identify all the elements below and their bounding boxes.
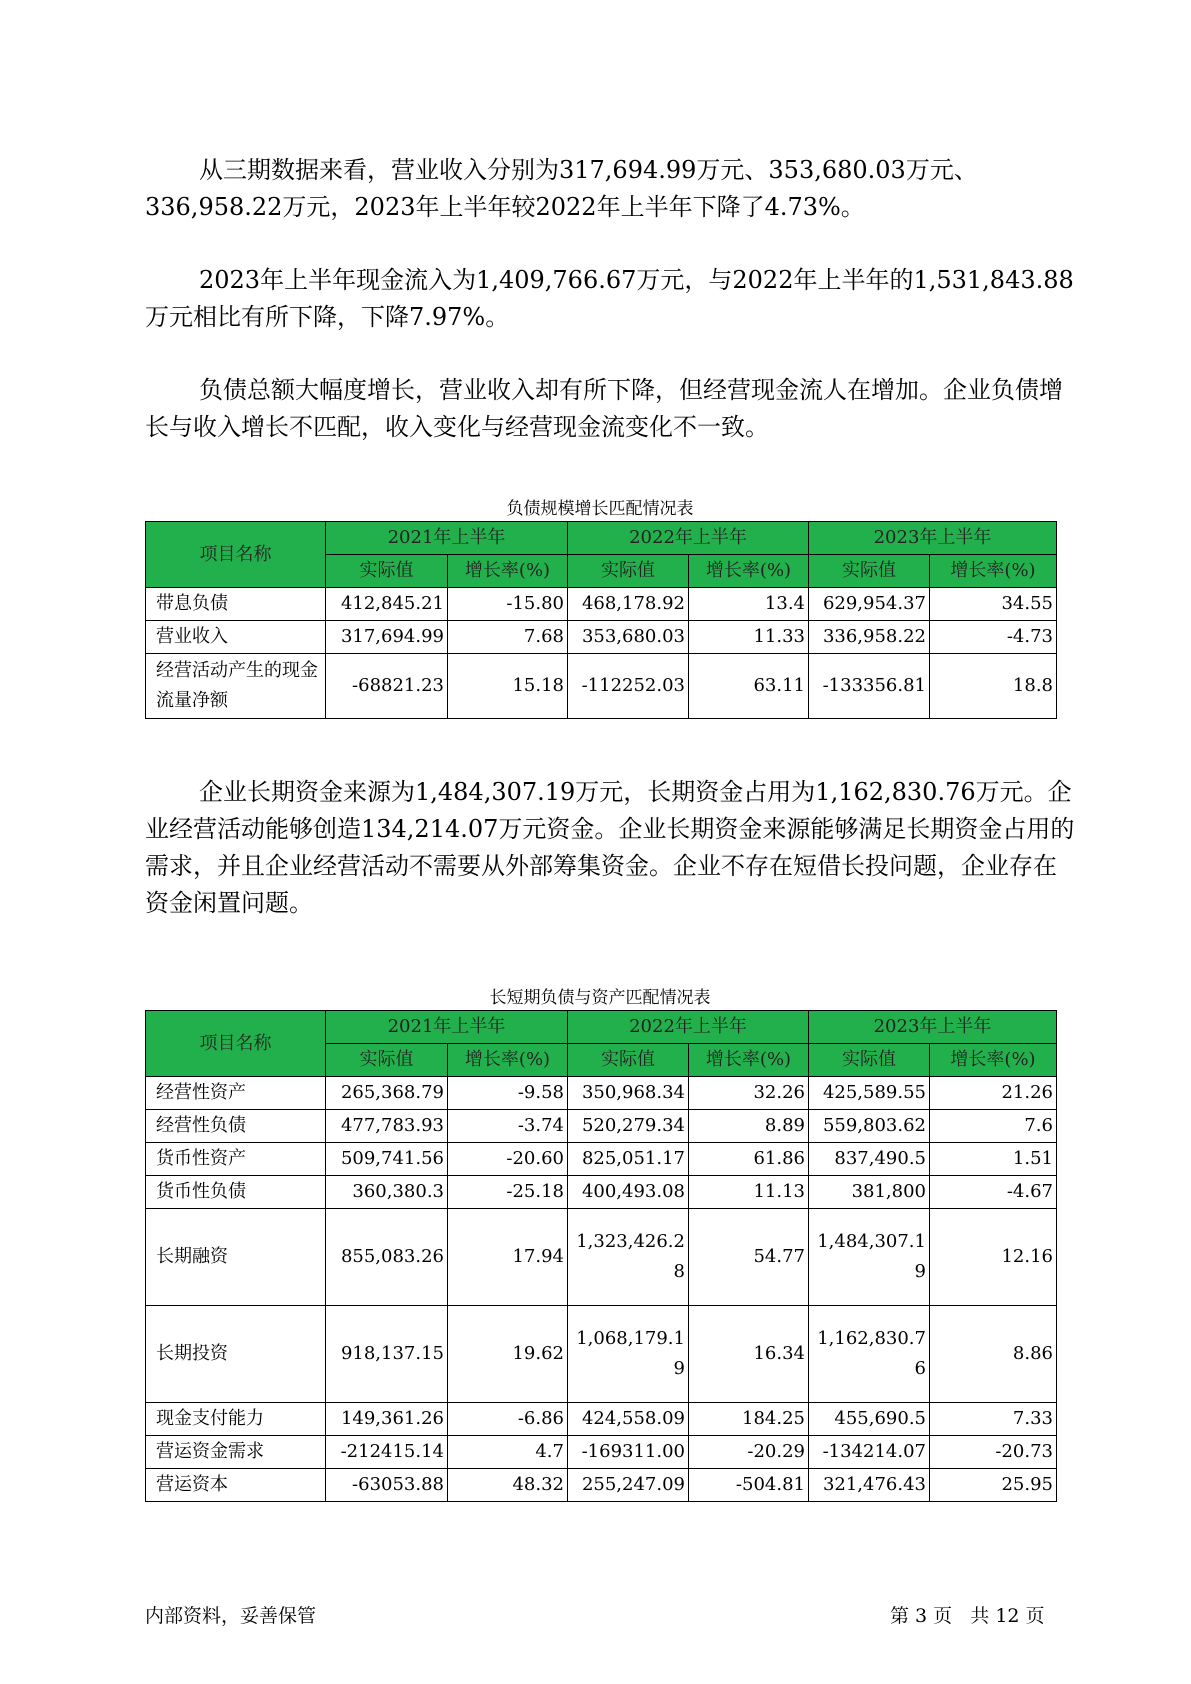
growth-rate-cell: 4.7 (448, 1436, 568, 1469)
paragraph-text: 2023年上半年现金流入为1,409,766.67万元，与2022年上半年的1,531,843.88万元相比有所下降，下降7.97%。 (145, 266, 1074, 331)
growth-rate-cell: 54.77 (689, 1209, 809, 1306)
actual-value-cell: -112252.03 (568, 654, 689, 719)
actual-value-header: 实际值 (326, 555, 448, 588)
growth-rate-cell: -25.18 (448, 1176, 568, 1209)
growth-rate-cell: 63.11 (689, 654, 809, 719)
row-label: 带息负债 (146, 588, 326, 621)
actual-value-cell: 509,741.56 (326, 1143, 448, 1176)
actual-value-cell: 918,137.15 (326, 1306, 448, 1403)
table-row (146, 1436, 1057, 1469)
row-label: 经营性负债 (146, 1110, 326, 1143)
actual-value-header: 实际值 (568, 1044, 689, 1077)
row-label: 长期投资 (146, 1306, 326, 1403)
item-name-header: 项目名称 (146, 522, 326, 588)
growth-rate-header: 增长率(%) (448, 555, 568, 588)
growth-rate-cell: 7.6 (930, 1110, 1057, 1143)
paragraph-long-term-funds (145, 774, 1075, 922)
actual-value-cell: 825,051.17 (568, 1143, 689, 1176)
actual-value-cell: -134214.07 (809, 1436, 930, 1469)
table2-body (146, 1077, 1057, 1502)
growth-rate-cell: 25.95 (930, 1469, 1057, 1502)
actual-value-header: 实际值 (326, 1044, 448, 1077)
actual-value-header: 实际值 (809, 1044, 930, 1077)
growth-rate-cell: -3.74 (448, 1110, 568, 1143)
paragraph-text: 企业长期资金来源为1,484,307.19万元，长期资金占用为1,162,830.76万元。企业经营活动能够创造134,214.07万元资金。企业长期资金来源能够满足长期资金占用的需求，并且企业经营活动不需要从外部筹集资金。企业不存在短借长投问题，企业存在资金闲置问题。 (145, 778, 1075, 917)
table-row (146, 1469, 1057, 1502)
growth-rate-cell: -6.86 (448, 1403, 568, 1436)
growth-rate-header: 增长率(%) (689, 555, 809, 588)
growth-rate-cell: 13.4 (689, 588, 809, 621)
actual-value-cell: 855,083.26 (326, 1209, 448, 1306)
actual-value-cell: 520,279.34 (568, 1110, 689, 1143)
table-row (146, 1077, 1057, 1110)
growth-rate-cell: -4.67 (930, 1176, 1057, 1209)
growth-rate-cell: 8.86 (930, 1306, 1057, 1403)
table2-caption: 长短期负债与资产匹配情况表 (489, 988, 711, 1008)
period-header: 2022年上半年 (568, 1011, 809, 1044)
paragraph-text: 从三期数据来看，营业收入分别为317,694.99万元、353,680.03万元、336,958.22万元，2023年上半年较2022年上半年下降了4.73%。 (145, 156, 978, 221)
item-name-header: 项目名称 (146, 1011, 326, 1077)
actual-value-cell: 412,845.21 (326, 588, 448, 621)
row-label: 经营性资产 (146, 1077, 326, 1110)
growth-rate-cell: -20.29 (689, 1436, 809, 1469)
footer-confidential: 内部资料，妥善保管 (145, 1605, 317, 1627)
actual-value-cell: 1,484,307.19 (809, 1209, 930, 1306)
growth-rate-header: 增长率(%) (448, 1044, 568, 1077)
growth-rate-cell: 61.86 (689, 1143, 809, 1176)
actual-value-cell: 149,361.26 (326, 1403, 448, 1436)
footer-page-number: 第 3 页 共 12 页 (890, 1605, 1045, 1627)
growth-rate-cell: 17.94 (448, 1209, 568, 1306)
period-header: 2023年上半年 (809, 522, 1057, 555)
actual-value-cell: -68821.23 (326, 654, 448, 719)
actual-value-cell: 353,680.03 (568, 621, 689, 654)
growth-rate-cell: 11.13 (689, 1176, 809, 1209)
actual-value-cell: 336,958.22 (809, 621, 930, 654)
growth-rate-cell: 12.16 (930, 1209, 1057, 1306)
growth-rate-header: 增长率(%) (930, 1044, 1057, 1077)
actual-value-cell: 559,803.62 (809, 1110, 930, 1143)
growth-rate-header: 增长率(%) (689, 1044, 809, 1077)
asset-debt-matching-table (145, 1010, 1057, 1502)
row-label: 现金支付能力 (146, 1403, 326, 1436)
table1-body (146, 588, 1057, 719)
table-row (146, 1306, 1057, 1403)
table-row (146, 1110, 1057, 1143)
growth-rate-cell: 18.8 (930, 654, 1057, 719)
actual-value-cell: 350,968.34 (568, 1077, 689, 1110)
actual-value-header: 实际值 (568, 555, 689, 588)
growth-rate-cell: -20.73 (930, 1436, 1057, 1469)
growth-rate-cell: 34.55 (930, 588, 1057, 621)
table-row (146, 1209, 1057, 1306)
table1-caption: 负债规模增长匹配情况表 (506, 499, 694, 519)
growth-rate-cell: -9.58 (448, 1077, 568, 1110)
actual-value-cell: -133356.81 (809, 654, 930, 719)
row-label: 经营活动产生的现金流量净额 (146, 654, 326, 719)
actual-value-cell: 425,589.55 (809, 1077, 930, 1110)
period-header: 2022年上半年 (568, 522, 809, 555)
growth-rate-cell: -15.80 (448, 588, 568, 621)
growth-rate-cell: 184.25 (689, 1403, 809, 1436)
growth-rate-cell: 32.26 (689, 1077, 809, 1110)
actual-value-cell: 468,178.92 (568, 588, 689, 621)
actual-value-cell: 255,247.09 (568, 1469, 689, 1502)
actual-value-cell: 455,690.5 (809, 1403, 930, 1436)
row-label: 货币性负债 (146, 1176, 326, 1209)
actual-value-cell: 317,694.99 (326, 621, 448, 654)
growth-rate-cell: 7.68 (448, 621, 568, 654)
table-row (146, 654, 1057, 719)
table-row (146, 621, 1057, 654)
growth-rate-cell: 8.89 (689, 1110, 809, 1143)
growth-rate-cell: 16.34 (689, 1306, 809, 1403)
table-row (146, 1176, 1057, 1209)
actual-value-header: 实际值 (809, 555, 930, 588)
actual-value-cell: 400,493.08 (568, 1176, 689, 1209)
growth-rate-cell: -4.73 (930, 621, 1057, 654)
actual-value-cell: -63053.88 (326, 1469, 448, 1502)
growth-rate-cell: 19.62 (448, 1306, 568, 1403)
paragraph-revenue (145, 152, 1075, 226)
actual-value-cell: 1,323,426.28 (568, 1209, 689, 1306)
row-label: 营运资本 (146, 1469, 326, 1502)
actual-value-cell: 1,162,830.76 (809, 1306, 930, 1403)
actual-value-cell: -169311.00 (568, 1436, 689, 1469)
period-header: 2021年上半年 (326, 1011, 568, 1044)
paragraph-debt-growth (145, 372, 1075, 446)
actual-value-cell: 629,954.37 (809, 588, 930, 621)
debt-growth-table (145, 521, 1057, 719)
period-header: 2023年上半年 (809, 1011, 1057, 1044)
paragraph-text: 负债总额大幅度增长，营业收入却有所下降，但经营现金流人在增加。企业负债增长与收入增长不匹配，收入变化与经营现金流变化不一致。 (145, 376, 1063, 441)
growth-rate-header: 增长率(%) (930, 555, 1057, 588)
actual-value-cell: 477,783.93 (326, 1110, 448, 1143)
paragraph-cash-inflow (145, 262, 1075, 336)
actual-value-cell: 424,558.09 (568, 1403, 689, 1436)
actual-value-cell: 381,800 (809, 1176, 930, 1209)
period-header: 2021年上半年 (326, 522, 568, 555)
growth-rate-cell: 15.18 (448, 654, 568, 719)
growth-rate-cell: 11.33 (689, 621, 809, 654)
growth-rate-cell: -20.60 (448, 1143, 568, 1176)
growth-rate-cell: 7.33 (930, 1403, 1057, 1436)
growth-rate-cell: -504.81 (689, 1469, 809, 1502)
actual-value-cell: 360,380.3 (326, 1176, 448, 1209)
row-label: 营业收入 (146, 621, 326, 654)
table-row (146, 588, 1057, 621)
actual-value-cell: 837,490.5 (809, 1143, 930, 1176)
growth-rate-cell: 1.51 (930, 1143, 1057, 1176)
actual-value-cell: 1,068,179.19 (568, 1306, 689, 1403)
growth-rate-cell: 21.26 (930, 1077, 1057, 1110)
row-label: 货币性资产 (146, 1143, 326, 1176)
growth-rate-cell: 48.32 (448, 1469, 568, 1502)
table-row (146, 1143, 1057, 1176)
row-label: 营运资金需求 (146, 1436, 326, 1469)
row-label: 长期融资 (146, 1209, 326, 1306)
actual-value-cell: -212415.14 (326, 1436, 448, 1469)
table-row (146, 1403, 1057, 1436)
actual-value-cell: 321,476.43 (809, 1469, 930, 1502)
actual-value-cell: 265,368.79 (326, 1077, 448, 1110)
